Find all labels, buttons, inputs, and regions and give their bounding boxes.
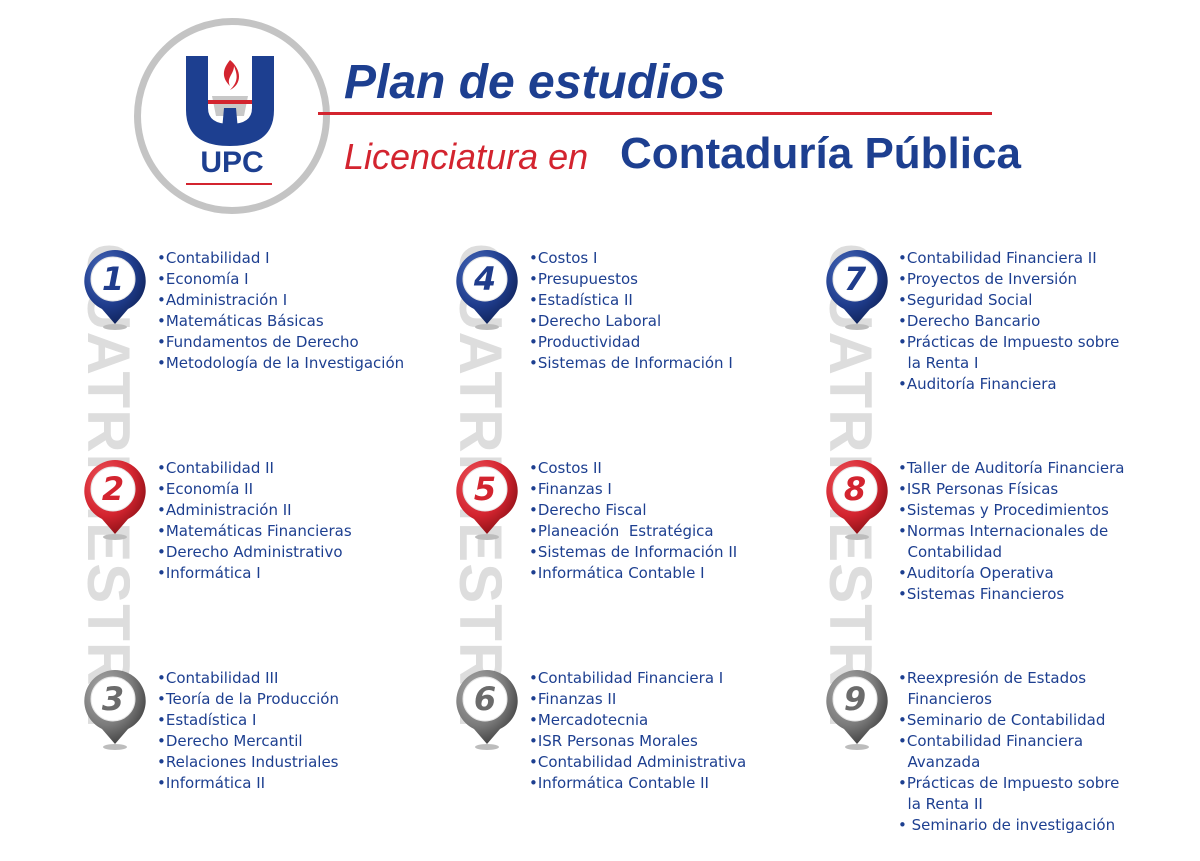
course-item: •Prácticas de Impuesto sobre [898,774,1120,792]
course-item: •Informática Contable I [529,564,705,582]
course-list-quarter-7 [898,248,1119,395]
course-item: Financieros [898,690,992,708]
course-item: •Informática II [157,774,266,792]
course-item: •Prácticas de Impuesto sobre [898,333,1120,351]
quarter-pin-5 [454,458,524,542]
upc-torch-logo-icon [178,56,282,152]
course-item: •Derecho Bancario [898,312,1041,330]
course-item: •Finanzas I [529,480,612,498]
quarter-number: 9 [843,680,867,718]
title-divider [318,112,992,115]
course-item: •Planeación Estratégica [529,522,714,540]
course-item: •Derecho Fiscal [529,501,647,519]
quarter-number: 1 [101,260,125,298]
course-item: •Productividad [529,333,641,351]
course-item: •Taller de Auditoría Financiera [898,459,1125,477]
course-item: •Teoría de la Producción [157,690,339,708]
course-item: •Metodología de la Investigación [157,354,405,372]
course-item: •Derecho Laboral [529,312,662,330]
course-item: •Derecho Mercantil [157,732,303,750]
course-item: •Auditoría Financiera [898,375,1057,393]
course-item: •Sistemas de Información II [529,543,738,561]
course-item: •ISR Personas Físicas [898,480,1059,498]
course-list-quarter-1 [157,248,404,374]
course-item: •Matemáticas Básicas [157,312,324,330]
course-item: •Proyectos de Inversión [898,270,1078,288]
quarter-number: 8 [843,470,867,508]
quarter-pin-9 [824,668,894,752]
quarter-number: 2 [101,470,125,508]
course-item: •Contabilidad II [157,459,274,477]
quarter-pin-2 [82,458,152,542]
quarter-number: 3 [101,680,125,718]
subtitle-program: Contaduría Pública [620,129,1021,178]
quarter-pin-1 [82,248,152,332]
course-item: •Administración I [157,291,288,309]
course-item: •Auditoría Operativa [898,564,1054,582]
course-item: •ISR Personas Morales [529,732,698,750]
course-item: •Economía I [157,270,249,288]
course-item: •Normas Internacionales de [898,522,1109,540]
course-item: •Administración II [157,501,292,519]
course-item: •Contabilidad III [157,669,279,687]
course-item: •Estadística I [157,711,257,729]
course-item: •Contabilidad Administrativa [529,753,747,771]
course-item: Avanzada [898,753,981,771]
course-item: •Economía II [157,480,254,498]
page-title: Plan de estudios [344,56,726,109]
course-item: •Contabilidad Financiera [898,732,1084,750]
course-item: •Reexpresión de Estados [898,669,1087,687]
course-item: •Contabilidad Financiera I [529,669,724,687]
course-list-quarter-6 [529,668,746,794]
course-item: •Sistemas Financieros [898,585,1065,603]
quarter-pin-3 [82,668,152,752]
course-item: la Renta I [898,354,979,372]
course-item: •Derecho Administrativo [157,543,343,561]
quarter-number: 6 [473,680,497,718]
course-item: la Renta II [898,795,983,813]
quarter-pin-6 [454,668,524,752]
course-item: •Mercadotecnia [529,711,649,729]
course-list-quarter-9 [898,668,1119,836]
course-item: •Contabilidad Financiera II [898,249,1097,267]
subtitle-prefix: Licenciatura en [344,136,589,177]
course-list-quarter-5 [529,458,737,584]
quarter-pin-7 [824,248,894,332]
course-item: •Relaciones Industriales [157,753,339,771]
course-item: •Informática I [157,564,261,582]
course-item: •Informática Contable II [529,774,709,792]
course-item: •Presupuestos [529,270,638,288]
quarter-number: 7 [843,260,867,298]
course-item: • Seminario de investigación [898,816,1116,834]
course-item: •Seguridad Social [898,291,1033,309]
course-item: •Sistemas de Información I [529,354,733,372]
quarter-pin-8 [824,458,894,542]
logo-underline [186,183,272,185]
course-item: •Contabilidad I [157,249,270,267]
course-list-quarter-3 [157,668,339,794]
course-item: Contabilidad [898,543,1003,561]
course-item: •Estadística II [529,291,633,309]
logo-wordmark: UPC [200,146,264,179]
course-item: •Matemáticas Financieras [157,522,352,540]
course-list-quarter-2 [157,458,352,584]
course-item: •Fundamentos de Derecho [157,333,359,351]
course-list-quarter-8 [898,458,1124,605]
quarter-number: 4 [473,260,497,298]
course-item: •Finanzas II [529,690,617,708]
course-item: •Seminario de Contabilidad [898,711,1106,729]
course-list-quarter-4 [529,248,733,374]
course-item: •Costos I [529,249,598,267]
quarter-number: 5 [473,470,497,508]
course-item: •Costos II [529,459,602,477]
quarter-pin-4 [454,248,524,332]
course-item: •Sistemas y Procedimientos [898,501,1109,519]
